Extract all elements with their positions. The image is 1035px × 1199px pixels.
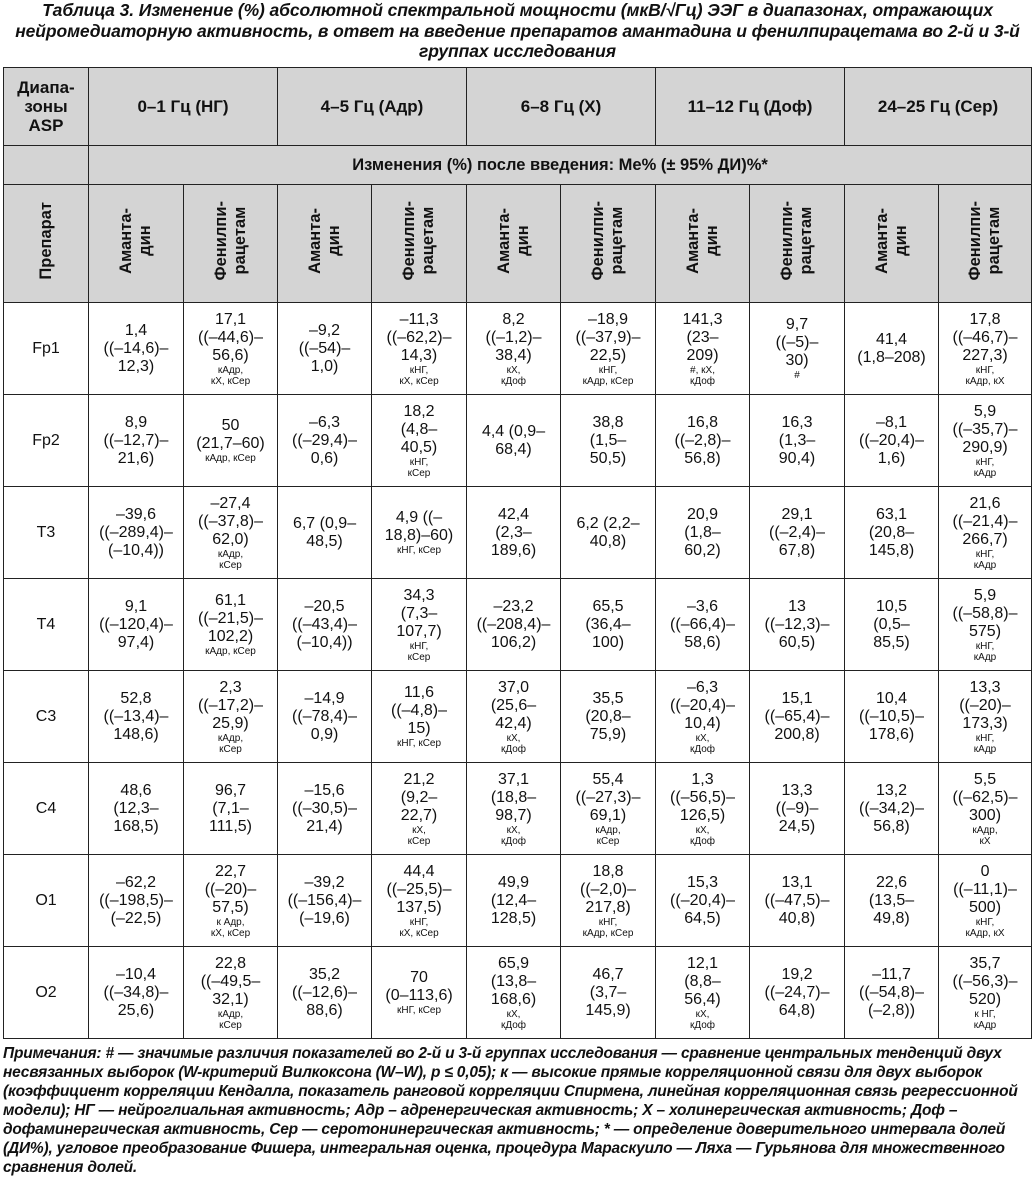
- subheader-row: [4, 146, 1032, 185]
- cell-value: 21,2 (9,2– 22,7): [400, 770, 438, 824]
- cell-value: –27,4 ((–37,8)– 62,0): [198, 494, 263, 548]
- table-row: [4, 855, 1032, 947]
- band-header: 11–12 Гц (Доф): [656, 68, 845, 146]
- table-cell: [750, 671, 845, 763]
- table-cell: [467, 763, 561, 855]
- table-cell: [184, 579, 278, 671]
- table-cell: [656, 763, 750, 855]
- cell-value: 44,4 ((–25,5)– 137,5): [386, 862, 452, 916]
- drug-header: Аманта- дин: [845, 185, 939, 303]
- table-cell: [372, 763, 467, 855]
- table-cell: [845, 947, 939, 1039]
- table-cell: [845, 763, 939, 855]
- cell-value: 18,8 ((–2,0)– 217,8): [580, 862, 637, 916]
- table-cell: [467, 947, 561, 1039]
- table-cell: [939, 763, 1032, 855]
- table-cell: [561, 303, 656, 395]
- drug-label-header: Препарат: [4, 185, 89, 303]
- table-cell: [467, 303, 561, 395]
- table-cell: [184, 855, 278, 947]
- table-cell: [561, 579, 656, 671]
- table-cell: [939, 303, 1032, 395]
- cell-value: 17,1 ((–44,6)– 56,6): [198, 310, 263, 364]
- table-cell: [561, 395, 656, 487]
- drug-header: Фенилпи- рацетам: [184, 185, 278, 303]
- cell-note: кАдр, кСер: [217, 732, 244, 755]
- cell-value: 65,9 (13,8– 168,6): [490, 954, 537, 1008]
- table-cell: [561, 947, 656, 1039]
- table-cell: [89, 671, 184, 763]
- cell-value: 48,6 (12,3– 168,5): [113, 781, 159, 835]
- cell-value: 52,8 ((–13,4)– 148,6): [103, 689, 169, 743]
- cell-value: –6,3 ((–29,4)– 0,6): [292, 413, 357, 467]
- cell-value: 12,1 (8,8– 56,4): [684, 954, 721, 1008]
- cell-note: кНГ, кХ, кСер: [399, 364, 439, 387]
- table-cell: [278, 395, 372, 487]
- row-label: Fp2: [4, 395, 89, 487]
- cell-value: –62,2 ((–198,5)– (–22,5): [99, 873, 173, 927]
- table-row: [4, 671, 1032, 763]
- cell-value: –6,3 ((–20,4)– 10,4): [670, 678, 735, 732]
- table-cell: [184, 303, 278, 395]
- cell-value: –39,2 ((–156,4)– (–19,6): [287, 873, 362, 927]
- cell-note: #, кХ, кДоф: [689, 364, 716, 387]
- cell-value: 29,1 ((–2,4)– 67,8): [769, 505, 826, 559]
- cell-value: –20,5 ((–43,4)– (–10,4)): [292, 597, 357, 651]
- cell-value: –3,6 ((–66,4)– 58,6): [670, 597, 735, 651]
- drug-header: Аманта- дин: [656, 185, 750, 303]
- cell-value: 13,3 ((–9)– 24,5): [775, 781, 819, 835]
- cell-note: кАдр, кХ, кСер: [210, 364, 251, 387]
- cell-note: кХ, кДоф: [689, 732, 716, 755]
- table-cell: [561, 487, 656, 579]
- cell-value: –18,9 ((–37,9)– 22,5): [575, 310, 641, 364]
- cell-note: к Адр, кХ, кСер: [210, 916, 251, 939]
- table-cell: [750, 579, 845, 671]
- cell-value: –14,9 ((–78,4)– 0,9): [292, 689, 357, 743]
- cell-value: 15,3 ((–20,4)– 64,5): [670, 873, 735, 927]
- table-row: [4, 303, 1032, 395]
- row-label: O1: [4, 855, 89, 947]
- cell-value: 38,8 (1,5– 50,5): [589, 413, 627, 467]
- drug-header: Фенилпи- рацетам: [750, 185, 845, 303]
- table-row: [4, 947, 1032, 1039]
- cell-value: 50 (21,7–60): [196, 417, 265, 452]
- cell-note: кХ, кДоф: [500, 732, 527, 755]
- table-notes: Примечания: # — значимые различия показателей во 2-й и 3-й группах исследования — сравнение центральных тенденций двух несвязанных выборок (W-критерий Вилкоксона (W–W), p ≤ 0,05); к — высокие прямые корреляционной связи для двух выборок (коэффициент корреляции Кендалла, показатель ранговой корреляции Спирмена, линейная корреляционная связь регрессионной модели); НГ — нейроглиальная активность; Адр – адренергическая активность; Х – холинергическая активность; Доф – дофаминергическая активность, Сер — серотонинергическая активность; * — определение доверительного интервала долей (ДИ%), угловое преобразование Фишера, интегральная оценка, процедура Мараскуило — Ляха — Гурьянова для множественного сравнения долей.: [3, 1045, 1018, 1176]
- table-cell: [372, 671, 467, 763]
- table-cell: [278, 579, 372, 671]
- table-cell: [656, 855, 750, 947]
- table-cell: [89, 395, 184, 487]
- drug-header: Фенилпи- рацетам: [372, 185, 467, 303]
- table-cell: [656, 395, 750, 487]
- row-label: O2: [4, 947, 89, 1039]
- table-cell: [939, 579, 1032, 671]
- corner-header: Диапа- зоны ASP: [4, 68, 89, 146]
- row-label: Fp1: [4, 303, 89, 395]
- table-cell: [184, 763, 278, 855]
- cell-note: кНГ, кХ, кСер: [399, 916, 439, 939]
- table-cell: [845, 855, 939, 947]
- cell-note: кНГ, кСер: [407, 640, 431, 663]
- cell-note: кХ, кДоф: [689, 824, 716, 847]
- cell-value: 5,9 ((–35,7)– 290,9): [952, 402, 1018, 456]
- table-cell: [372, 303, 467, 395]
- table-cell: [656, 671, 750, 763]
- table-cell: [750, 303, 845, 395]
- cell-value: 9,1 ((–120,4)– 97,4): [99, 597, 173, 651]
- cell-value: 22,7 ((–20)– 57,5): [204, 862, 257, 916]
- drug-header: Фенилпи- рацетам: [939, 185, 1032, 303]
- table-cell: [467, 395, 561, 487]
- cell-note: кХ, кСер: [407, 824, 431, 847]
- table-cell: [561, 671, 656, 763]
- cell-value: 96,7 (7,1– 111,5): [209, 781, 252, 835]
- table-cell: [278, 763, 372, 855]
- cell-value: 35,7 ((–56,3)– 520): [952, 954, 1018, 1008]
- table-cell: [561, 763, 656, 855]
- table-row: [4, 487, 1032, 579]
- cell-note: кАдр, кСер: [217, 548, 244, 571]
- cell-value: –11,3 ((–62,2)– 14,3): [386, 310, 452, 364]
- cell-value: –10,4 ((–34,8)– 25,6): [103, 965, 169, 1019]
- table-cell: [278, 855, 372, 947]
- cell-value: 65,5 (36,4– 100): [585, 597, 631, 651]
- table-cell: [184, 947, 278, 1039]
- drug-header: Аманта- дин: [278, 185, 372, 303]
- table-cell: [750, 487, 845, 579]
- row-label: C3: [4, 671, 89, 763]
- table-cell: [467, 855, 561, 947]
- cell-value: 18,2 (4,8– 40,5): [400, 402, 438, 456]
- cell-note: кНГ, кАдр, кСер: [582, 916, 634, 939]
- cell-value: 13,3 ((–20)– 173,3): [959, 678, 1011, 732]
- drug-header: Фенилпи- рацетам: [561, 185, 656, 303]
- cell-note: кАдр, кСер: [217, 1008, 244, 1031]
- cell-value: 2,3 ((–17,2)– 25,9): [198, 678, 263, 732]
- table-cell: [278, 487, 372, 579]
- table-cell: [656, 303, 750, 395]
- cell-value: 16,8 ((–2,8)– 56,8): [674, 413, 731, 467]
- table-cell: [372, 579, 467, 671]
- table-row: [4, 395, 1032, 487]
- cell-value: 1,4 ((–14,6)– 12,3): [103, 321, 169, 375]
- table-cell: [89, 763, 184, 855]
- cell-note: кАдр, кСер: [205, 646, 256, 657]
- table-cell: [89, 947, 184, 1039]
- table-body: [4, 303, 1032, 1039]
- cell-value: 11,6 ((–4,8)– 15): [391, 684, 448, 737]
- row-label: T3: [4, 487, 89, 579]
- table-cell: [184, 671, 278, 763]
- table-cell: [750, 947, 845, 1039]
- cell-value: 10,4 ((–10,5)– 178,6): [859, 689, 924, 743]
- table-cell: [750, 763, 845, 855]
- table-cell: [89, 579, 184, 671]
- cell-value: 17,8 ((–46,7)– 227,3): [952, 310, 1018, 364]
- cell-value: 1,3 ((–56,5)– 126,5): [670, 770, 735, 824]
- table-cell: [278, 671, 372, 763]
- cell-value: 34,3 (7,3– 107,7): [396, 586, 442, 640]
- band-header-row: [4, 68, 1032, 146]
- cell-note: кНГ, кАдр: [973, 732, 997, 755]
- table-cell: [939, 395, 1032, 487]
- cell-value: 19,2 ((–24,7)– 64,8): [764, 965, 830, 1019]
- cell-value: 5,9 ((–58,8)– 575): [952, 586, 1018, 640]
- cell-value: 42,4 (2,3– 189,6): [490, 505, 537, 559]
- cell-note: кНГ, кСер: [396, 545, 442, 556]
- band-header: 0–1 Гц (НГ): [89, 68, 278, 146]
- table-caption: Таблица 3. Изменение (%) абсолютной спектральной мощности (мкВ/√Гц) ЭЭГ в диапазонах, отражающих нейромедиаторную активность, в ответ на введение препаратов амантадина и фенилпирацетама во 2-й и 3-й группах исследования: [15, 0, 1020, 61]
- cell-note: кНГ, кСер: [407, 456, 431, 479]
- cell-value: –9,2 ((–54)– 1,0): [298, 321, 351, 375]
- cell-value: 37,0 (25,6– 42,4): [490, 678, 537, 732]
- table-cell: [372, 487, 467, 579]
- subheader-blank: [4, 146, 89, 185]
- cell-value: 6,2 (2,2– 40,8): [576, 514, 640, 550]
- cell-note: кАдр, кХ: [972, 824, 998, 847]
- cell-value: 21,6 ((–21,4)– 266,7): [952, 494, 1018, 548]
- cell-note: кХ, кДоф: [500, 364, 527, 387]
- table-cell: [845, 395, 939, 487]
- cell-value: 15,1 ((–65,4)– 200,8): [764, 689, 830, 743]
- cell-value: 70 (0–113,6): [385, 969, 453, 1004]
- cell-value: 9,7 ((–5)– 30): [775, 316, 819, 369]
- cell-value: 5,5 ((–62,5)– 300): [952, 770, 1018, 824]
- cell-note: кНГ, кАдр, кХ: [965, 364, 1005, 387]
- drug-header-row: [4, 185, 1032, 303]
- table-cell: [939, 487, 1032, 579]
- cell-value: 13 ((–12,3)– 60,5): [764, 597, 830, 651]
- cell-note: кНГ, кАдр: [973, 640, 997, 663]
- drug-header: Аманта- дин: [89, 185, 184, 303]
- table-cell: [184, 487, 278, 579]
- band-header: 24–25 Гц (Сер): [845, 68, 1032, 146]
- cell-value: 4,4 (0,9– 68,4): [481, 422, 546, 458]
- cell-value: 16,3 (1,3– 90,4): [778, 413, 816, 467]
- cell-note: кНГ, кАдр: [973, 456, 997, 479]
- drug-header: Аманта- дин: [467, 185, 561, 303]
- table-cell: [656, 487, 750, 579]
- cell-value: –8,1 ((–20,4)– 1,6): [859, 413, 924, 467]
- cell-value: 4,9 ((– 18,8)–60): [384, 509, 454, 544]
- cell-note: кНГ, кАдр: [973, 548, 997, 571]
- cell-note: к НГ, кАдр: [973, 1008, 997, 1031]
- table-cell: [939, 671, 1032, 763]
- cell-value: –39,6 ((–289,4)– (–10,4)): [99, 505, 173, 559]
- cell-value: 141,3 (23– 209): [682, 310, 723, 364]
- cell-note: кНГ, кСер: [396, 738, 442, 749]
- table-cell: [845, 487, 939, 579]
- cell-value: 41,4 (1,8–208): [857, 330, 926, 366]
- cell-value: 8,2 ((–1,2)– 38,4): [485, 310, 542, 364]
- table-cell: [467, 487, 561, 579]
- cell-value: –11,7 ((–54,8)– (–2,8)): [859, 965, 924, 1019]
- table-cell: [845, 671, 939, 763]
- table-cell: [750, 855, 845, 947]
- table-cell: [372, 855, 467, 947]
- cell-value: 61,1 ((–21,5)– 102,2): [198, 592, 263, 645]
- cell-value: 13,1 ((–47,5)– 40,8): [764, 873, 830, 927]
- table-cell: [467, 671, 561, 763]
- table-cell: [184, 395, 278, 487]
- table-cell: [89, 855, 184, 947]
- band-header: 4–5 Гц (Адр): [278, 68, 467, 146]
- band-header: 6–8 Гц (Х): [467, 68, 656, 146]
- cell-value: 20,9 (1,8– 60,2): [684, 505, 721, 559]
- table-cell: [467, 579, 561, 671]
- cell-note: кХ, кДоф: [500, 1008, 527, 1031]
- cell-note: кНГ, кАдр, кСер: [582, 364, 634, 387]
- cell-value: 22,8 ((–49,5– 32,1): [200, 954, 261, 1008]
- table-cell: [372, 947, 467, 1039]
- cell-value: 22,6 (13,5– 49,8): [868, 873, 915, 927]
- cell-note: #: [794, 370, 800, 381]
- cell-value: 8,9 ((–12,7)– 21,6): [103, 413, 169, 467]
- cell-value: 10,5 (0,5– 85,5): [873, 597, 910, 651]
- table-cell: [939, 855, 1032, 947]
- cell-value: 35,5 (20,8– 75,9): [585, 689, 631, 743]
- cell-note: кХ, кДоф: [689, 1008, 716, 1031]
- cell-value: 46,7 (3,7– 145,9): [585, 965, 631, 1019]
- cell-value: 13,2 ((–34,2)– 56,8): [859, 781, 924, 835]
- row-label: C4: [4, 763, 89, 855]
- table-cell: [372, 395, 467, 487]
- cell-value: 35,2 ((–12,6)– 88,6): [292, 965, 357, 1019]
- table-cell: [278, 303, 372, 395]
- cell-value: –23,2 ((–208,4)– 106,2): [476, 597, 551, 651]
- asp-table: [3, 67, 1032, 1039]
- cell-value: 55,4 ((–27,3)– 69,1): [575, 770, 641, 824]
- table-cell: [939, 947, 1032, 1039]
- cell-note: кАдр, кСер: [205, 453, 256, 464]
- cell-note: кНГ, кАдр, кХ: [965, 916, 1005, 939]
- table-cell: [278, 947, 372, 1039]
- row-label: T4: [4, 579, 89, 671]
- table-cell: [750, 395, 845, 487]
- cell-value: 0 ((–11,1)– 500): [953, 862, 1017, 916]
- cell-value: 6,7 (0,9– 48,5): [292, 514, 357, 550]
- table-cell: [89, 487, 184, 579]
- cell-value: 49,9 (12,4– 128,5): [490, 873, 537, 927]
- cell-value: 63,1 (20,8– 145,8): [868, 505, 915, 559]
- cell-value: 37,1 (18,8– 98,7): [490, 770, 537, 824]
- subheader: Изменения (%) после введения: Me% (± 95% ДИ)%*: [89, 146, 1032, 185]
- cell-note: кАдр, кСер: [595, 824, 621, 847]
- cell-value: –15,6 ((–30,5)– 21,4): [292, 781, 357, 835]
- table-cell: [656, 947, 750, 1039]
- table-cell: [561, 855, 656, 947]
- cell-note: кНГ, кСер: [396, 1005, 442, 1016]
- table-cell: [656, 579, 750, 671]
- table-row: [4, 579, 1032, 671]
- table-cell: [845, 303, 939, 395]
- table-row: [4, 763, 1032, 855]
- table-cell: [89, 303, 184, 395]
- table-cell: [845, 579, 939, 671]
- cell-note: кХ, кДоф: [500, 824, 527, 847]
